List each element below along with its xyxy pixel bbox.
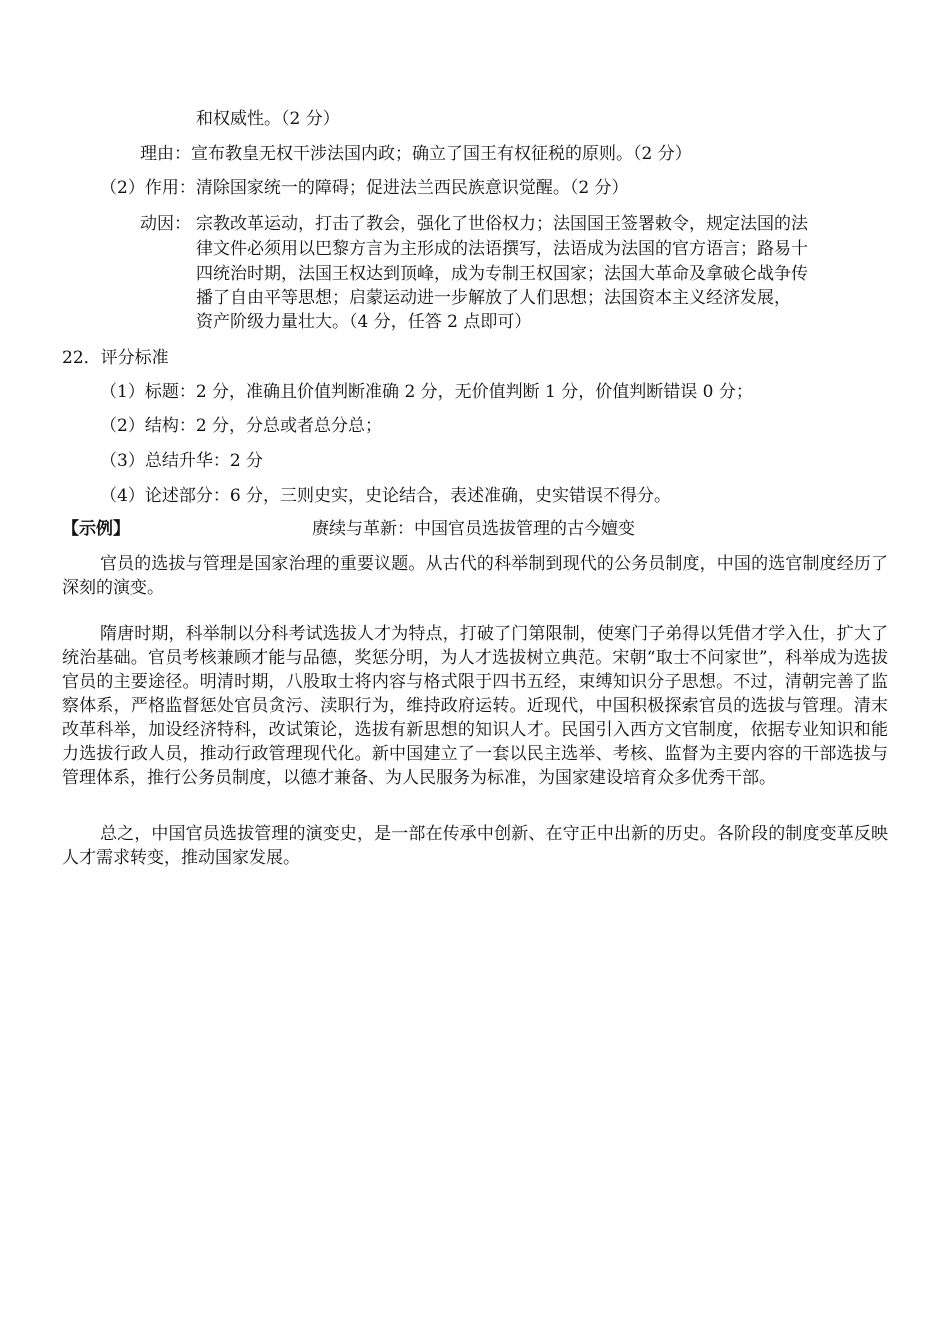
answer21-motive-label: 动因：: [140, 214, 191, 234]
answer21-motive-line-5: 资产阶级力量壮大。（4 分，任答 2 点即可）: [196, 312, 532, 332]
question-22-heading: 22．评分标准: [62, 348, 169, 368]
criterion-3: （3）总结升华：2 分: [100, 451, 264, 471]
example-paragraph-3: 总之，中国官员选拔管理的演变史，是一部在传承中创新、在守正中出新的历史。各阶段的制度变革反映人才需求转变，推动国家发展。: [62, 824, 888, 868]
example-paragraph-2: 隋唐时期，科举制以分科考试选拔人才为特点，打破了门第限制，使寒门子弟得以凭借才学入仕，扩大了统治基础。官员考核兼顾才能与品德，奖惩分明，为人才选拔树立典范。宋朝“取士不问家世”，科举成为选拔官员的主要途径。明清时期，八股取士将内容与格式限于四书五经，束缚知识分子思想。不过，清朝完善了监察体系，严格监督惩处官员贪污、渎职行为，维持政府运转。近现代，中国积极探索官员的选拔与管理。清末改革科举，加设经济特科，改试策论，选拔有新思想的知识人才。民国引入西方文官制度，依据专业知识和能力选拔行政人员，推动行政管理现代化。新中国建立了一套以民主选举、考核、监督为主要内容的干部选拔与管理体系，推行公务员制度，以德才兼备、为人民服务为标准，为国家建设培育众多优秀干部。: [62, 624, 888, 788]
answer21-motive-line-1: 宗教改革运动，打击了教会，强化了世俗权力；法国国王签署敕令，规定法国的法: [196, 214, 808, 234]
criterion-2: （2）结构：2 分，分总或者总分总；: [100, 416, 383, 436]
example-paragraph-1: 官员的选拔与管理是国家治理的重要议题。从古代的科举制到现代的公务员制度，中国的选官制度经历了深刻的演变。: [62, 554, 888, 598]
example-label: 【示例】: [62, 519, 130, 539]
answer21-continuation-line: 和权威性。（2 分）: [196, 109, 340, 129]
criterion-1: （1）标题：2 分，准确且价值判断准确 2 分，无价值判断 1 分，价值判断错误 0 分；: [100, 382, 753, 402]
answer21-motive-line-3: 四统治时期，法国王权达到顶峰，成为专制王权国家；法国大革命及拿破仑战争传: [196, 264, 808, 284]
answer21-effect-line: （2）作用：清除国家统一的障碍；促进法兰西民族意识觉醒。（2 分）: [100, 178, 629, 198]
example-title: 赓续与革新：中国官员选拔管理的古今嬗变: [312, 519, 635, 539]
answer21-reason-line: 理由：宣布教皇无权干涉法国内政；确立了国王有权征税的原则。（2 分）: [140, 144, 692, 164]
criterion-4: （4）论述部分：6 分，三则史实，史论结合，表述准确，史实错误不得分。: [100, 486, 672, 506]
answer21-motive-line-2: 律文件必须用以巴黎方言为主形成的法语撰写，法语成为法国的官方语言；路易十: [196, 239, 808, 259]
answer21-motive-line-4: 播了自由平等思想；启蒙运动进一步解放了人们思想；法国资本主义经济发展，: [196, 288, 791, 308]
